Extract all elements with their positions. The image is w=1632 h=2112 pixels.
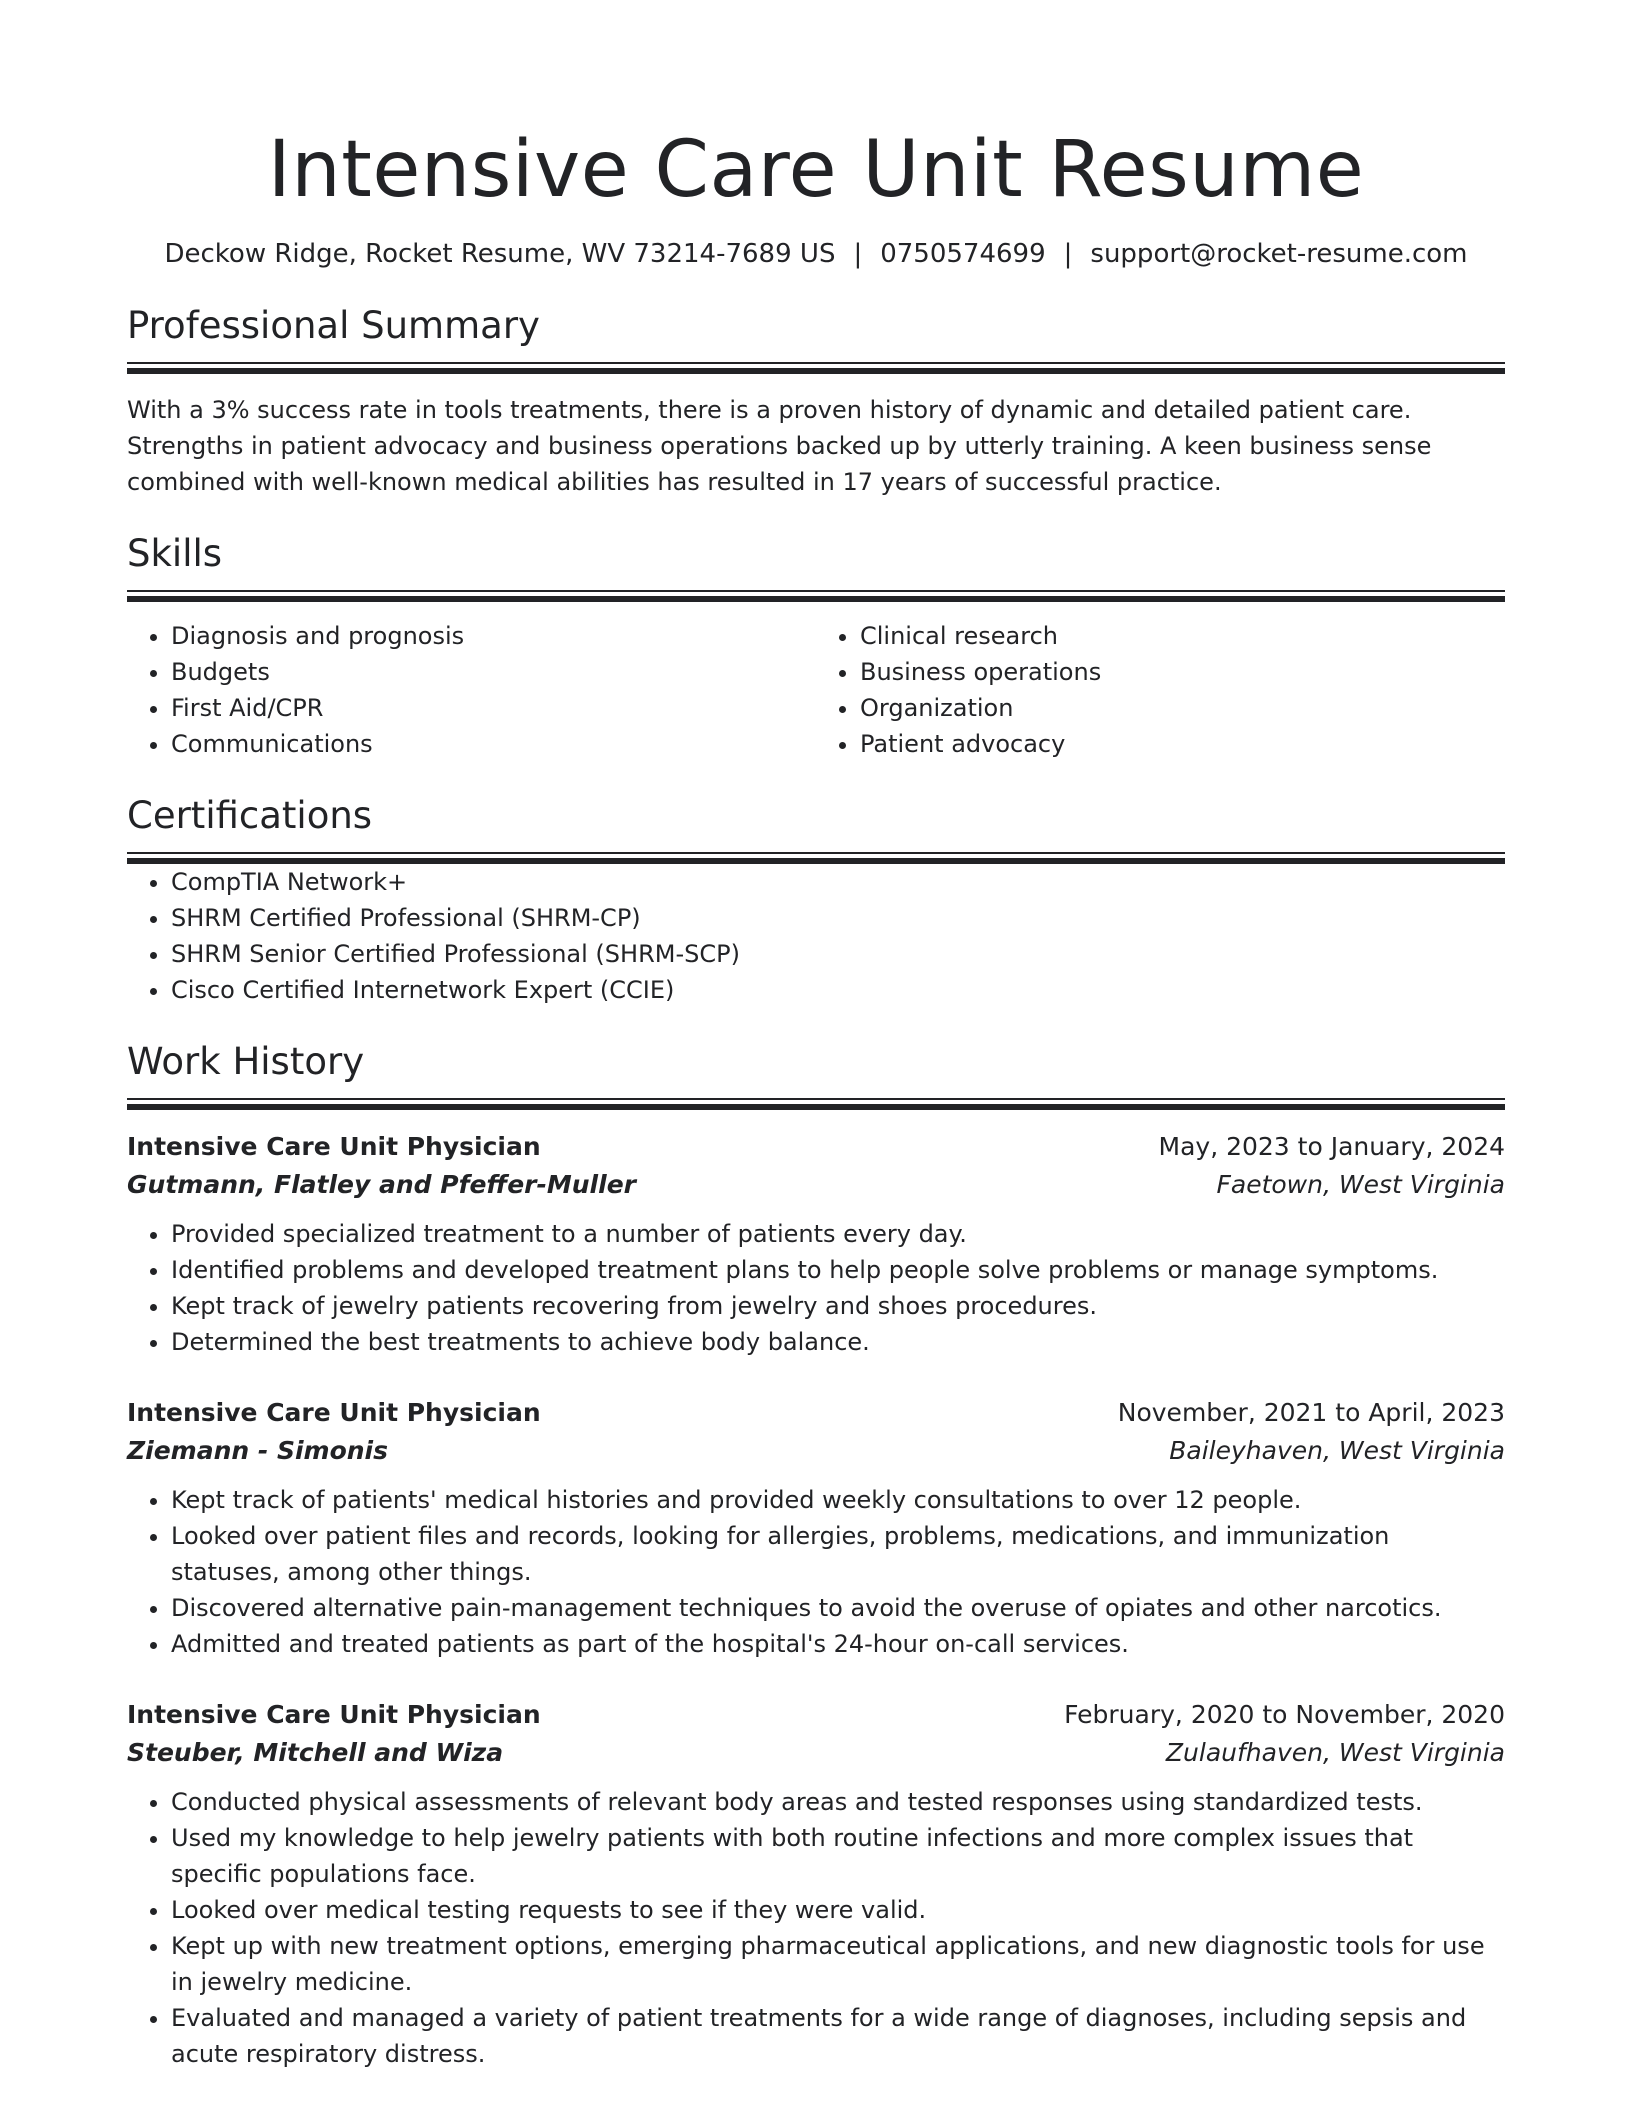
certification-item: • SHRM Senior Certified Professional (SHRM-SCP) [171,936,1505,972]
certification-item: • SHRM Certified Professional (SHRM-CP) [171,900,1505,936]
job-company-row [127,1432,1505,1470]
job-company: Steuber, Mitchell and Wiza [127,1738,504,1767]
job-location: Baileyhaven, West Virginia [1169,1436,1505,1465]
skill-item: • First Aid/CPR [171,690,816,726]
job-bullet: • Looked over medical testing requests to see if they were valid. [171,1892,1505,1928]
section-divider [127,852,1505,864]
skills-section [127,530,1505,762]
skills-grid [127,618,1505,762]
job-bullet: • Conducted physical assessments of relevant body areas and tested responses using standardized tests. [171,1784,1505,1820]
job-bullet: • Evaluated and managed a variety of patient treatments for a wide range of diagnoses, including sepsis and acute respiratory distress. [171,2000,1505,2072]
skill-item: • Diagnosis and prognosis [171,618,816,654]
job-title: Intensive Care Unit Physician [127,1132,541,1161]
contact-separator: | [853,239,863,269]
job-dates: November, 2021 to April, 2023 [1117,1398,1505,1427]
section-divider [127,1098,1505,1110]
contact-address: Deckow Ridge, Rocket Resume, WV 73214-7689 US [164,239,836,269]
job-bullet: • Admitted and treated patients as part of the hospital's 24-hour on-call services. [171,1626,1505,1662]
job-header-row [127,1128,1505,1166]
job-dates: February, 2020 to November, 2020 [1064,1700,1505,1729]
section-title-summary: Professional Summary [127,304,540,347]
skill-item: • Patient advocacy [860,726,1505,762]
skill-item: • Communications [171,726,816,762]
skill-item: • Organization [860,690,1505,726]
job-location: Faetown, West Virginia [1216,1170,1505,1199]
job-company: Gutmann, Flatley and Pfeffer-Muller [127,1170,636,1199]
work-history-section [127,1038,1505,2072]
skills-list-left [127,618,816,762]
section-divider [127,362,1505,374]
job-bullet: • Determined the best treatments to achieve body balance. [171,1324,1505,1360]
job-title: Intensive Care Unit Physician [127,1398,541,1427]
job-bullet: • Kept up with new treatment options, emerging pharmaceutical applications, and new diagnostic tools for use in jewelry medicine. [171,1928,1505,2000]
job-entry [127,1394,1505,1662]
certification-item: • CompTIA Network+ [171,864,1505,900]
contact-email: support@rocket-resume.com [1090,239,1468,269]
job-entry [127,1696,1505,2072]
job-bullet: • Looked over patient files and records, looking for allergies, problems, medications, and immunization statuses, among other things. [171,1518,1505,1590]
job-bullet: • Kept track of patients' medical histories and provided weekly consultations to over 12 people. [171,1482,1505,1518]
skill-item: • Business operations [860,654,1505,690]
job-bullet: • Discovered alternative pain-management techniques to avoid the overuse of opiates and other narcotics. [171,1590,1505,1626]
section-divider [127,590,1505,602]
job-bullets [127,1784,1505,2072]
summary-text: With a 3% success rate in tools treatments, there is a proven history of dynamic and detailed patient care. Strengths in patient advocacy and business operations backed up by utterly training. A keen business sense combined with well-known medical abilities has resulted in 17 years of successful practice. [127,396,1432,496]
job-header-row [127,1696,1505,1734]
section-title-skills: Skills [127,532,223,575]
summary-section [127,302,1505,500]
job-bullet: • Provided specialized treatment to a number of patients every day. [171,1216,1505,1252]
contact-separator: | [1063,239,1073,269]
skills-list-right [816,618,1505,762]
job-title: Intensive Care Unit Physician [127,1700,541,1729]
job-bullet: • Used my knowledge to help jewelry patients with both routine infections and more complex issues that specific populations face. [171,1820,1505,1892]
skill-item: • Clinical research [860,618,1505,654]
job-bullets [127,1216,1505,1360]
job-company-row [127,1734,1505,1772]
job-company-row [127,1166,1505,1204]
section-title-certifications: Certifications [127,794,373,837]
skill-item: • Budgets [171,654,816,690]
job-location: Zulaufhaven, West Virginia [1165,1738,1505,1767]
job-company: Ziemann - Simonis [127,1436,388,1465]
resume-title: Intensive Care Unit Resume [267,125,1365,215]
job-header-row [127,1394,1505,1432]
contact-phone: 0750574699 [880,239,1046,269]
contact-line [127,236,1505,272]
certifications-section [127,792,1505,1008]
job-bullet: • Kept track of jewelry patients recovering from jewelry and shoes procedures. [171,1288,1505,1324]
job-bullets [127,1482,1505,1662]
job-bullet: • Identified problems and developed treatment plans to help people solve problems or manage symptoms. [171,1252,1505,1288]
certification-item: • Cisco Certified Internetwork Expert (CCIE) [171,972,1505,1008]
section-title-work-history: Work History [127,1040,365,1083]
certifications-list [127,864,1505,1008]
job-entry [127,1128,1505,1360]
job-dates: May, 2023 to January, 2024 [1158,1132,1505,1161]
